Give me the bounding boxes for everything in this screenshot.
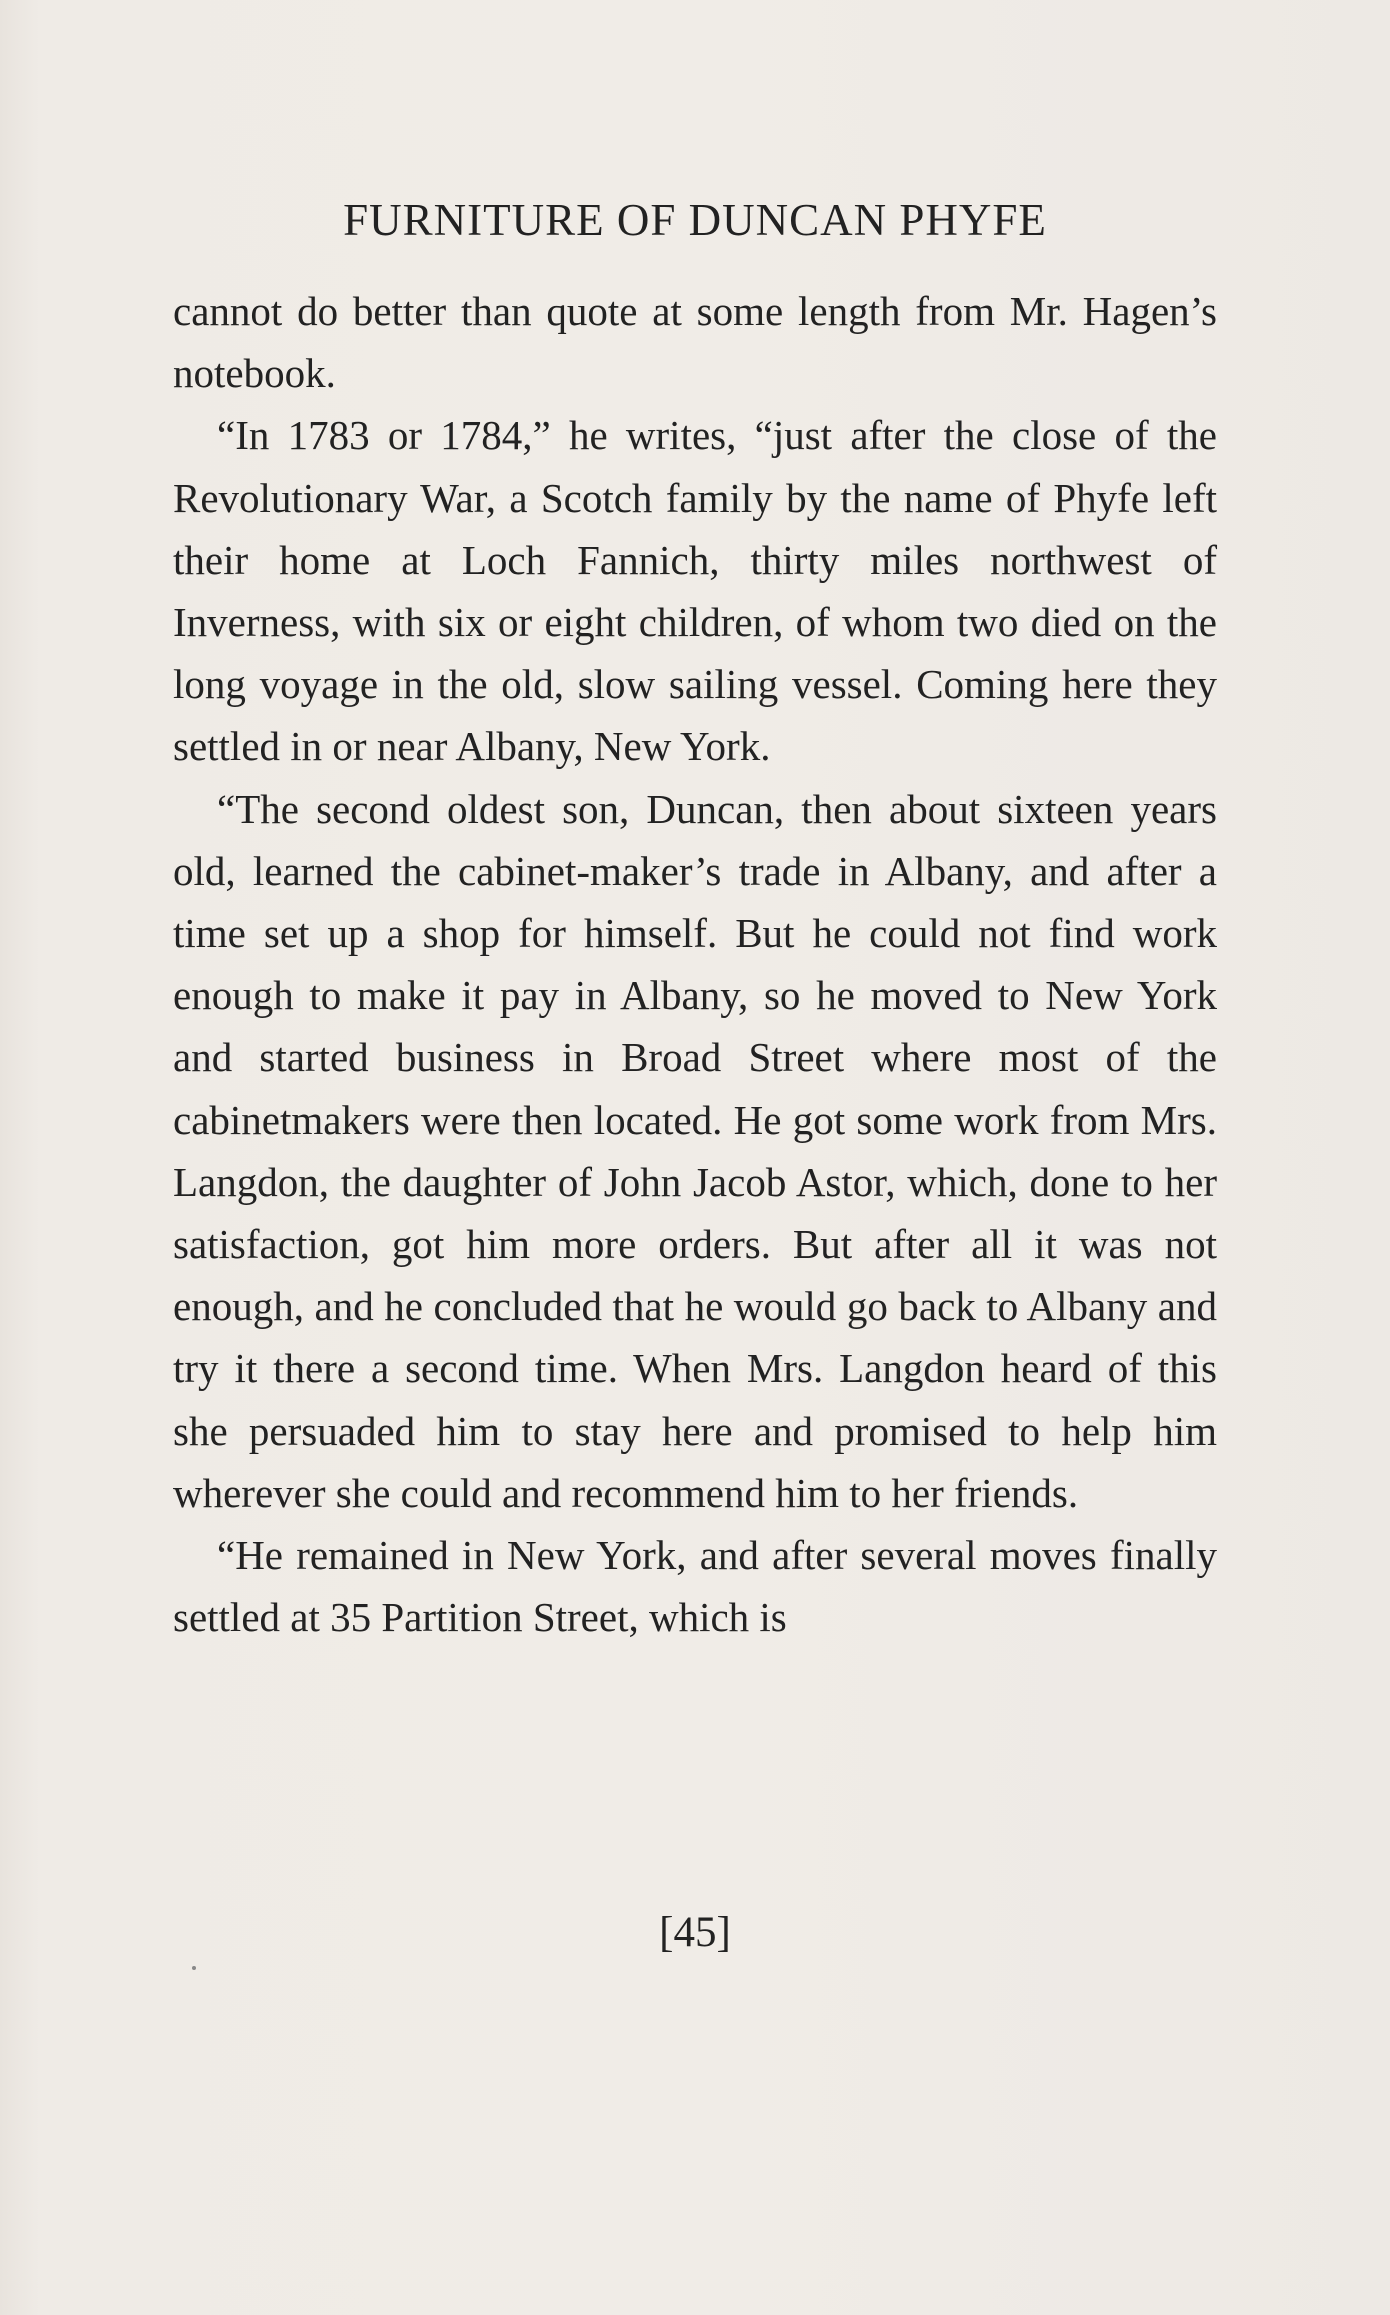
paper-speck	[192, 1966, 196, 1970]
paragraph-continuation: cannot do better than quote at some length from Mr. Hagen’s notebook.	[173, 288, 1217, 397]
page-number: [45]	[659, 1909, 731, 1956]
paragraph: “He remained in New York, and after several moves finally settled at 35 Partition Street, which is	[173, 1532, 1217, 1641]
running-head: FURNITURE OF DUNCAN PHYFE	[343, 195, 1047, 245]
body-text	[173, 280, 1217, 1648]
paragraph: “In 1783 or 1784,” he writes, “just after the close of the Revolutionary War, a Scotch family by the name of Phyfe left their home at Loch Fannich, thirty miles northwest of Inverness, with six or eight children, of whom two died on the long voyage in the old, slow sailing vessel. Coming here they settled in or near Albany, New York.	[173, 412, 1217, 770]
paragraph: “The second oldest son, Duncan, then about sixteen years old, learned the cabinet-maker’s trade in Albany, and after a time set up a shop for himself. But he could not find work enough to make it pay in Albany, so he moved to New York and started business in Broad Street where most of the cabinetmakers were then located. He got some work from Mrs. Langdon, the daughter of John Jacob Astor, which, done to her satisfaction, got him more orders. But after all it was not enough, and he concluded that he would go back to Albany and try it there a second time. When Mrs. Langdon heard of this she persuaded him to stay here and promised to help him wherever she could and recommend him to her friends.	[173, 785, 1217, 1516]
